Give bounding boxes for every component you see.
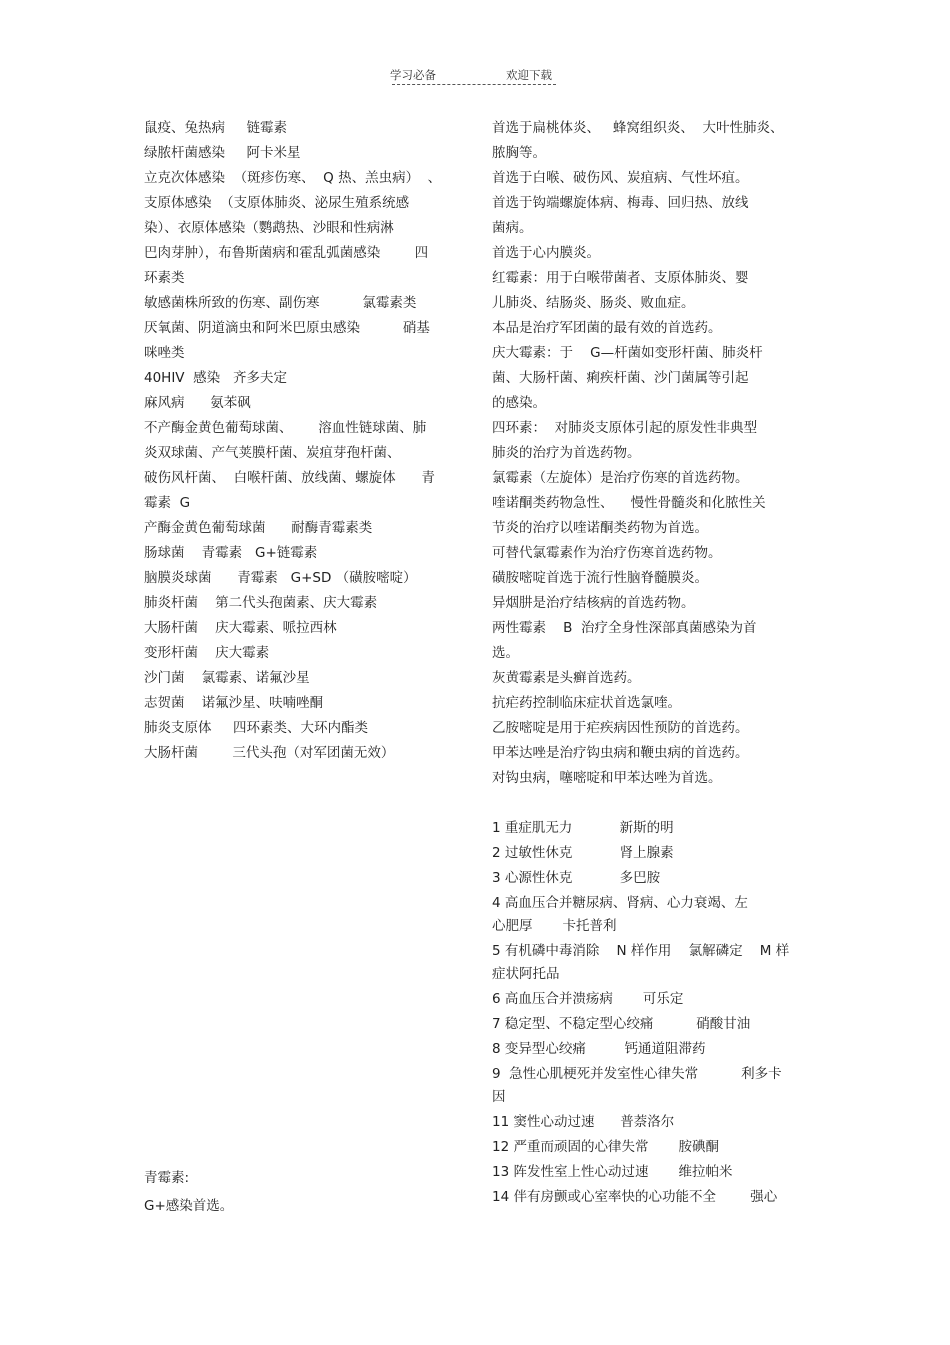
penicillin-first-choice: G+感染首选。 — [144, 1198, 234, 1214]
numbered-item-line: 8 变异型心绞痛 钙通道阻滞药 — [492, 1041, 706, 1057]
left-line: 大肠杆菌 三代头孢（对军团菌无效） — [144, 745, 395, 761]
numbered-item-line: 14 伴有房颤或心室率快的心功能不全 强心 — [492, 1189, 778, 1205]
numbered-item — [492, 1038, 810, 1061]
numbered-item — [492, 1186, 810, 1209]
left-line: 环素类 — [144, 270, 185, 286]
right-line: 菌病。 — [492, 220, 533, 236]
left-line: 肺炎杆菌 第二代头孢菌素、庆大霉素 — [144, 595, 378, 611]
right-line: 菌、大肠杆菌、痢疾杆菌、沙门菌属等引起 — [492, 370, 749, 386]
right-line: 异烟肼是治疗结核病的首选药物。 — [492, 595, 695, 611]
left-line: 破伤风杆菌、 白喉杆菌、放线菌、螺旋体 青 — [144, 470, 435, 486]
right-column — [492, 116, 810, 1211]
right-line: 红霉素：用于白喉带菌者、支原体肺炎、婴 — [492, 270, 749, 286]
right-line: 选。 — [492, 645, 519, 661]
left-line: 敏感菌株所致的伤寒、副伤寒 氯霉素类 — [144, 295, 417, 311]
numbered-item-line: 因 — [492, 1089, 506, 1105]
left-line: 沙门菌 氯霉素、诺氟沙星 — [144, 670, 310, 686]
left-line: 霉素 G — [144, 495, 191, 511]
left-line: 脑膜炎球菌 青霉素 G+SD （磺胺嘧啶） — [144, 570, 417, 586]
left-line: 咪唑类 — [144, 345, 185, 361]
left-line: 巴肉芽肿），布鲁斯菌病和霍乱弧菌感染 四 — [144, 245, 429, 261]
left-line: 鼠疫、兔热病 链霉素 — [144, 120, 287, 136]
numbered-item — [492, 988, 810, 1011]
right-line: 灰黄霉素是头癣首选药。 — [492, 670, 641, 686]
numbered-item — [492, 842, 810, 865]
numbered-item — [492, 1063, 810, 1109]
left-line: 肺炎支原体 四环素类、大环内酯类 — [144, 720, 368, 736]
left-line: 不产酶金黄色葡萄球菌、 溶血性链球菌、肺 — [144, 420, 427, 436]
numbered-item-line: 1 重症肌无力 新斯的明 — [492, 820, 674, 836]
numbered-item — [492, 892, 810, 938]
numbered-item-line: 11 窦性心动过速 普萘洛尔 — [492, 1114, 675, 1130]
numbered-item-line: 4 高血压合并糖尿病、肾病、心力衰竭、左 — [492, 895, 748, 911]
section-gap — [492, 791, 810, 817]
right-line: 两性霉素 B 治疗全身性深部真菌感染为首 — [492, 620, 757, 636]
left-line: 染）、衣原体感染（鹦鹉热、沙眼和性病淋 — [144, 220, 394, 236]
numbered-item — [492, 1136, 810, 1159]
left-line: 麻风病 氨苯砜 — [144, 395, 251, 411]
right-line: 乙胺嘧啶是用于疟疾病因性预防的首选药。 — [492, 720, 749, 736]
numbered-item-line: 心肥厚 卡托普利 — [492, 918, 617, 934]
header-left-text: 学习必备 — [390, 68, 436, 82]
right-line: 节炎的治疗以喹诺酮类药物为首选。 — [492, 520, 708, 536]
right-line: 四环素： 对肺炎支原体引起的原发性非典型 — [492, 420, 758, 436]
left-line: 40HIV 感染 齐多夫定 — [144, 370, 288, 386]
right-line: 氯霉素（左旋体）是治疗伤寒的首选药物。 — [492, 470, 749, 486]
penicillin-heading: 青霉素: — [144, 1170, 190, 1186]
numbered-item — [492, 817, 810, 840]
right-line: 磺胺嘧啶首选于流行性脑脊髓膜炎。 — [492, 570, 708, 586]
numbered-item — [492, 1161, 810, 1184]
left-line: 厌氧菌、阴道滴虫和阿米巴原虫感染 硝基 — [144, 320, 430, 336]
right-line: 脓胸等。 — [492, 145, 546, 161]
right-line: 首选于钩端螺旋体病、梅毒、回归热、放线 — [492, 195, 749, 211]
right-line: 首选于扁桃体炎、 蜂窝组织炎、 大叶性肺炎、 — [492, 120, 784, 136]
penicillin-note — [144, 1164, 233, 1220]
numbered-item-line: 9 急性心肌梗死并发室性心律失常 利多卡 — [492, 1066, 782, 1082]
numbered-item — [492, 1013, 810, 1036]
right-line: 喹诺酮类药物急性、 慢性骨髓炎和化脓性关 — [492, 495, 766, 511]
numbered-item-line: 12 严重而顽固的心律失常 胺碘酮 — [492, 1139, 720, 1155]
left-line: 产酶金黄色葡萄球菌 耐酶青霉素类 — [144, 520, 373, 536]
left-line: 绿脓杆菌感染 阿卡米星 — [144, 145, 301, 161]
right-line: 抗疟药控制临床症状首选氯喹。 — [492, 695, 681, 711]
right-line: 可替代氯霉素作为治疗伤寒首选药物。 — [492, 545, 722, 561]
left-line: 志贺菌 诺氟沙星、呋喃唑酮 — [144, 695, 324, 711]
left-line: 肠球菌 青霉素 G+链霉素 — [144, 545, 318, 561]
left-line: 大肠杆菌 庆大霉素、哌拉西林 — [144, 620, 337, 636]
left-line: 炎双球菌、产气荚膜杆菌、炭疽芽孢杆菌、 — [144, 445, 401, 461]
right-line: 对钩虫病，噻嘧啶和甲苯达唑为首选。 — [492, 770, 722, 786]
right-line: 的感染。 — [492, 395, 546, 411]
left-column — [144, 116, 464, 766]
numbered-item — [492, 940, 810, 986]
left-line: 立克次体感染 （斑疹伤寒、 Q 热、羔虫病） 、 — [144, 170, 442, 186]
numbered-item-line: 6 高血压合并溃疡病 可乐定 — [492, 991, 684, 1007]
left-line: 支原体感染 （支原体肺炎、泌尿生殖系统感 — [144, 195, 410, 211]
right-line: 首选于心内膜炎。 — [492, 245, 600, 261]
numbered-item — [492, 1111, 810, 1134]
numbered-item-line: 3 心源性休克 多巴胺 — [492, 870, 661, 886]
numbered-item-line: 7 稳定型、不稳定型心绞痛 硝酸甘油 — [492, 1016, 751, 1032]
header-dashed-rule — [392, 84, 556, 85]
numbered-item-line: 症状阿托品 — [492, 966, 560, 982]
right-line: 甲苯达唑是治疗钩虫病和鞭虫病的首选药。 — [492, 745, 749, 761]
page-header — [390, 67, 560, 89]
right-line: 本品是治疗军团菌的最有效的首选药。 — [492, 320, 722, 336]
left-line: 变形杆菌 庆大霉素 — [144, 645, 270, 661]
numbered-item-line: 13 阵发性室上性心动过速 维拉帕米 — [492, 1164, 733, 1180]
numbered-item-line: 5 有机磷中毒消除 N 样作用 氯解磷定 M 样 — [492, 943, 790, 959]
header-right-text: 欢迎下载 — [506, 68, 552, 82]
right-line: 肺炎的治疗为首选药物。 — [492, 445, 641, 461]
right-line: 庆大霉素：于 G—杆菌如变形杆菌、肺炎杆 — [492, 345, 763, 361]
numbered-item-line: 2 过敏性休克 肾上腺素 — [492, 845, 674, 861]
right-line: 儿肺炎、结肠炎、肠炎、败血症。 — [492, 295, 695, 311]
right-line: 首选于白喉、破伤风、炭疽病、气性坏疽。 — [492, 170, 749, 186]
numbered-item — [492, 867, 810, 890]
